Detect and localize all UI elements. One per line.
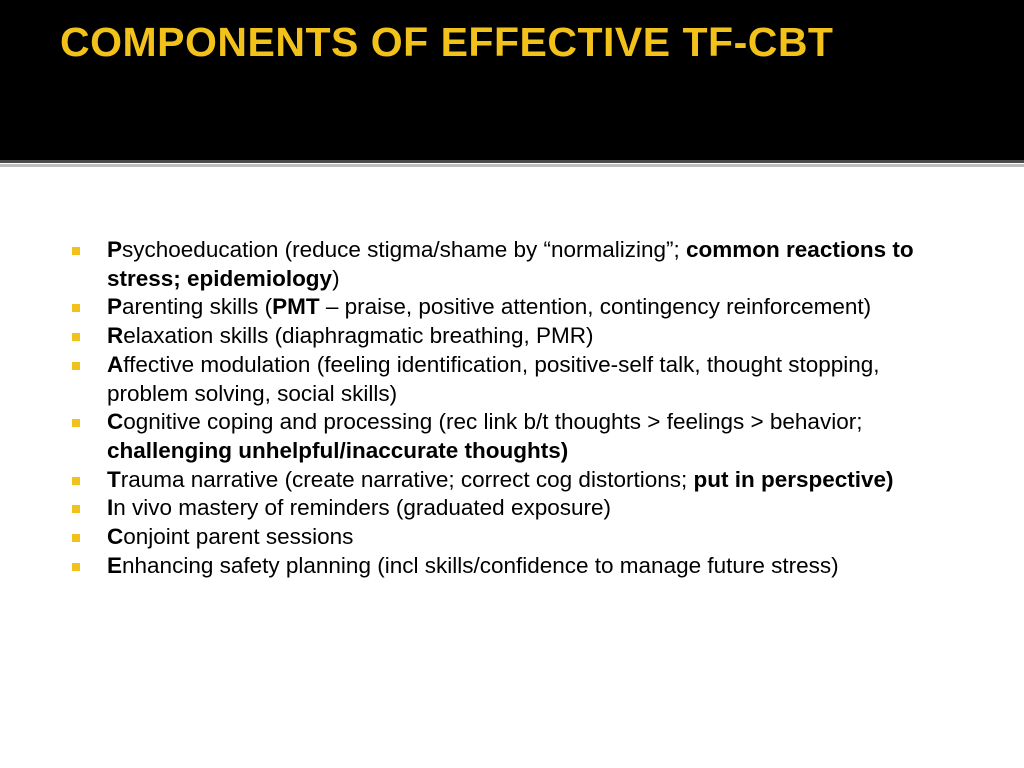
divider-dark: [0, 160, 1024, 163]
square-bullet-icon: [72, 505, 80, 513]
title-band: [0, 0, 1024, 160]
acronym-letter: A: [107, 351, 124, 377]
bullet-item: [72, 236, 952, 293]
bullet-text: onjoint parent sessions: [123, 524, 354, 550]
acronym-letter: I: [107, 495, 114, 521]
square-bullet-icon: [72, 477, 80, 485]
bullet-text: n vivo mastery of reminders (graduated exposure): [113, 495, 611, 521]
bullet-text-bold: put in perspective): [693, 466, 894, 492]
bullet-item: [72, 466, 952, 495]
bullet-item: [72, 293, 952, 322]
slide-title: COMPONENTS OF EFFECTIVE TF-CBT: [60, 19, 834, 65]
bullet-text: sychoeducation (reduce stigma/shame by “normalizing”;: [122, 237, 687, 262]
square-bullet-icon: [72, 563, 80, 571]
acronym-letter: E: [107, 552, 123, 578]
acronym-letter: P: [107, 237, 123, 262]
acronym-letter: P: [107, 294, 123, 320]
square-bullet-icon: [72, 333, 80, 341]
bullet-text-bold: common reactions to stress; epidemiology: [107, 237, 914, 291]
square-bullet-icon: [72, 247, 80, 255]
bullet-text: arenting skills (: [122, 294, 273, 320]
bullet-text: ognitive coping and processing (rec link b/t thoughts > feelings > behavior;: [123, 409, 863, 435]
bullet-text: nhancing safety planning (incl skills/confidence to manage future stress): [122, 552, 839, 578]
bullet-text: ): [332, 265, 340, 291]
bullet-text-bold: PMT: [272, 294, 320, 320]
divider-light: [0, 164, 1024, 167]
square-bullet-icon: [72, 419, 80, 427]
square-bullet-icon: [72, 534, 80, 542]
bullet-item: [72, 351, 952, 408]
bullet-item: [72, 523, 952, 552]
slide-content: [72, 236, 952, 580]
acronym-letter: T: [107, 466, 121, 492]
bullet-item: [72, 322, 952, 351]
bullet-text: elaxation skills (diaphragmatic breathing, PMR): [123, 323, 594, 349]
bullet-text: – praise, positive attention, contingency reinforcement): [319, 294, 872, 320]
acronym-letter: R: [107, 323, 124, 349]
square-bullet-icon: [72, 304, 80, 312]
bullet-list: [72, 236, 952, 580]
acronym-letter: C: [107, 409, 124, 435]
bullet-item: [72, 552, 952, 581]
square-bullet-icon: [72, 362, 80, 370]
bullet-text-bold: challenging unhelpful/inaccurate thoughts): [107, 437, 569, 463]
bullet-text: rauma narrative (create narrative; correct cog distortions;: [120, 466, 694, 492]
acronym-letter: C: [107, 524, 124, 550]
bullet-item: [72, 494, 952, 523]
bullet-item: [72, 408, 952, 465]
bullet-text: ffective modulation (feeling identification, positive-self talk, thought stopping, problem solving, social skills): [107, 351, 880, 406]
